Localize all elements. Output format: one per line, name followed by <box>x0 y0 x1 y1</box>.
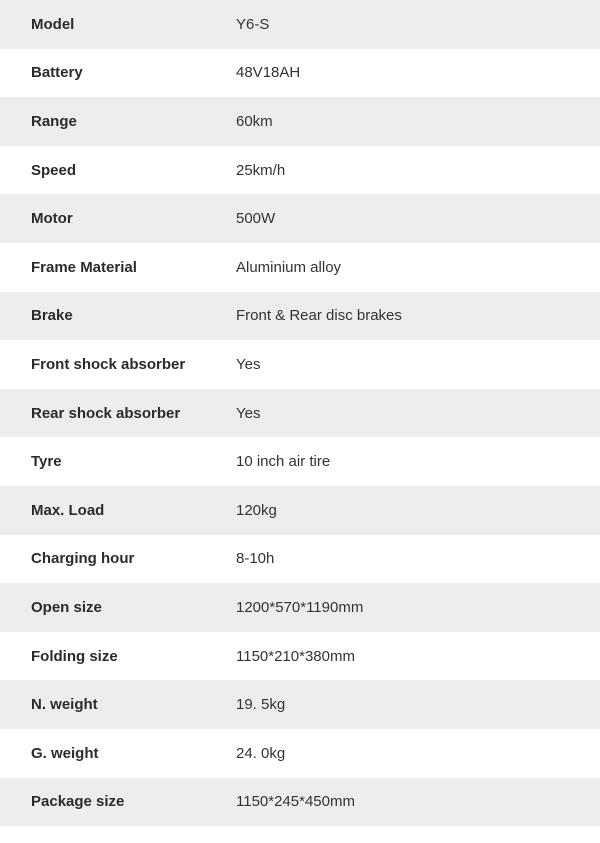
spec-value: 500W <box>236 210 276 228</box>
spec-label: Motor <box>31 210 73 228</box>
spec-row-range <box>0 97 600 146</box>
spec-row-charging-hour <box>0 535 600 584</box>
spec-value: 60km <box>236 112 273 130</box>
spec-row-speed <box>0 146 600 195</box>
spec-value: Y6-S <box>236 15 270 33</box>
spec-row-frame-material <box>0 243 600 292</box>
spec-row-package-size <box>0 778 600 827</box>
spec-value: Aluminium alloy <box>236 258 342 276</box>
spec-value: 1150*245*450mm <box>236 793 355 811</box>
spec-label: Open size <box>31 598 102 616</box>
spec-label: Rear shock absorber <box>31 404 181 422</box>
spec-value: Front & Rear disc brakes <box>236 307 402 325</box>
spec-row-model <box>0 0 600 49</box>
spec-row-battery <box>0 49 600 98</box>
spec-value: 1200*570*1190mm <box>236 598 364 616</box>
spec-row-folding-size <box>0 632 600 681</box>
spec-value: 48V18AH <box>236 64 301 82</box>
spec-value: Yes <box>236 404 261 422</box>
spec-value: 8-10h <box>236 550 275 568</box>
spec-value: 120kg <box>236 501 277 519</box>
spec-row-rear-shock-absorber <box>0 389 600 438</box>
spec-row-net-weight <box>0 680 600 729</box>
spec-label: Speed <box>31 161 77 179</box>
spec-label: Brake <box>31 307 73 325</box>
spec-label: Package size <box>31 793 125 811</box>
spec-value: 10 inch air tire <box>236 453 331 471</box>
spec-value: 24. 0kg <box>236 744 286 762</box>
spec-value: 25km/h <box>236 161 286 179</box>
spec-value: Yes <box>236 355 261 373</box>
spec-label: N. weight <box>31 696 98 714</box>
spec-value: 1150*210*380mm <box>236 647 355 665</box>
spec-row-front-shock-absorber <box>0 340 600 389</box>
spec-label: Folding size <box>31 647 118 665</box>
spec-row-max-load <box>0 486 600 535</box>
spec-label: Front shock absorber <box>31 355 186 373</box>
spec-label: Max. Load <box>31 501 105 519</box>
spec-label: Model <box>31 15 75 33</box>
spec-label: G. weight <box>31 744 99 762</box>
spec-row-motor <box>0 194 600 243</box>
spec-label: Battery <box>31 64 83 82</box>
spec-row-gross-weight <box>0 729 600 778</box>
spec-row-brake <box>0 292 600 341</box>
spec-row-tyre <box>0 437 600 486</box>
spec-label: Charging hour <box>31 550 135 568</box>
spec-label: Tyre <box>31 453 62 471</box>
spec-label: Frame Material <box>31 258 137 276</box>
spec-row-open-size <box>0 583 600 632</box>
spec-label: Range <box>31 112 77 130</box>
spec-value: 19. 5kg <box>236 696 286 714</box>
